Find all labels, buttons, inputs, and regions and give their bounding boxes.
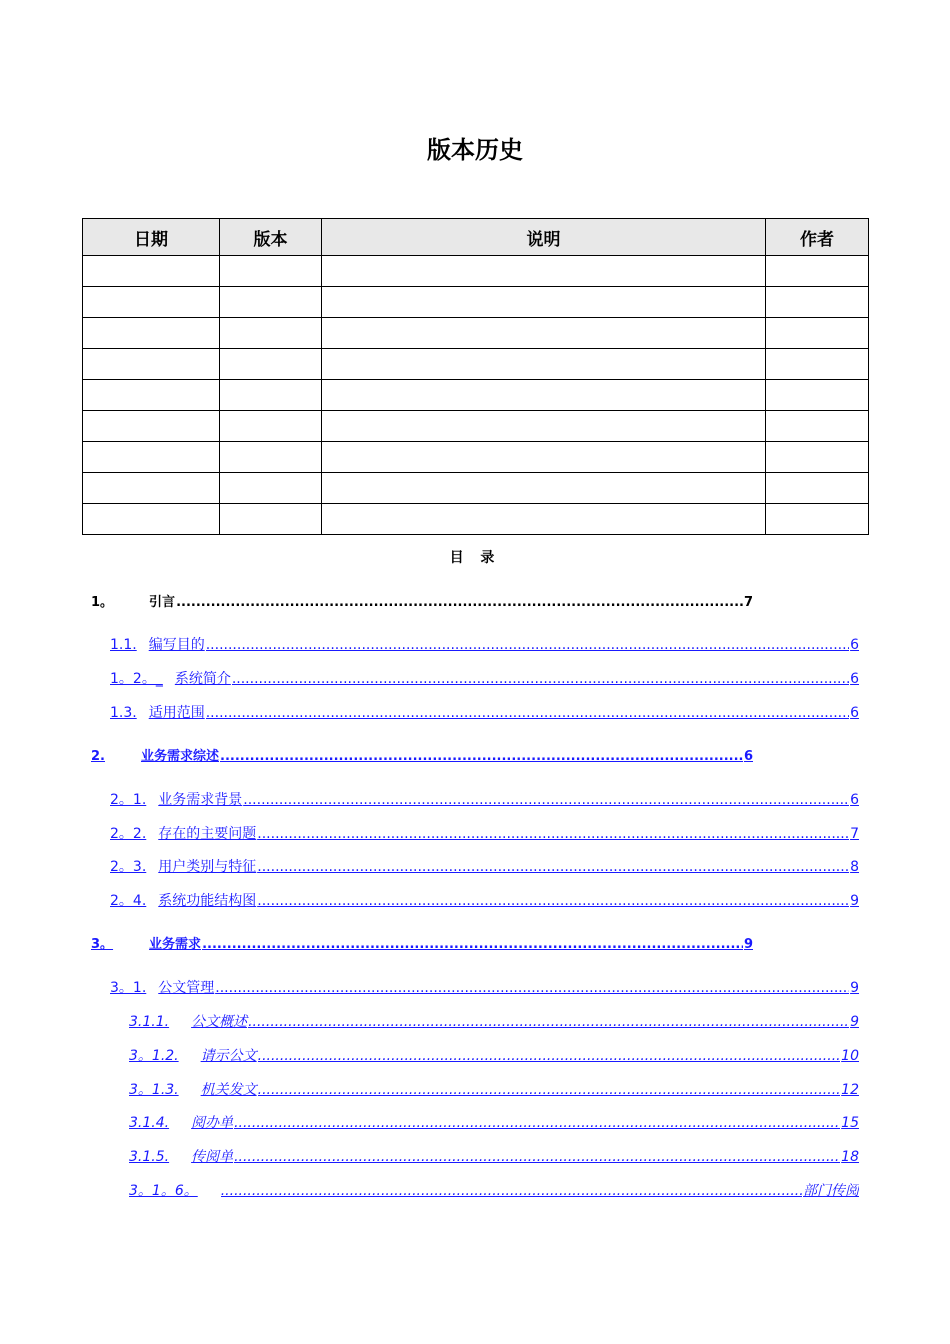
toc-entry-page: 9 <box>850 893 859 909</box>
table-cell <box>220 411 322 442</box>
toc-entry[interactable] <box>129 1146 859 1166</box>
table-row <box>83 380 869 411</box>
toc-entry-number: 2. <box>91 749 105 764</box>
toc-entry[interactable] <box>129 1180 859 1200</box>
toc-entry-number: 1。2。_ <box>110 671 163 687</box>
table-cell <box>322 380 766 411</box>
table-cell <box>220 380 322 411</box>
toc-entry-label: 编写目的 <box>148 637 205 653</box>
toc-entry-leader <box>202 937 743 952</box>
table-cell <box>220 504 322 535</box>
table-cell <box>322 287 766 318</box>
toc-entry-number: 3。1。6。 <box>129 1183 198 1199</box>
toc-entry-leader <box>234 1149 840 1165</box>
toc-entry-leader <box>257 826 849 842</box>
toc-entry[interactable] <box>110 823 859 843</box>
toc-entry-page: 6 <box>850 792 859 808</box>
toc-entry[interactable] <box>129 1112 859 1132</box>
toc-entry-label: 业务需求 <box>149 937 202 952</box>
toc-entry-leader <box>232 671 849 687</box>
table-row <box>83 504 869 535</box>
toc-entry-page: 8 <box>850 859 859 875</box>
table-cell <box>220 473 322 504</box>
toc-entry-label: 引言 <box>149 595 176 610</box>
toc-entry-number: 2。4. <box>110 893 147 909</box>
toc-entry[interactable] <box>129 1045 859 1065</box>
table-row <box>83 318 869 349</box>
toc-title: 目 录 <box>449 550 501 566</box>
table-row <box>83 411 869 442</box>
table-cell <box>766 442 869 473</box>
toc-entry-leader <box>215 980 849 996</box>
toc-entry-leader <box>206 637 849 653</box>
toc-entry[interactable] <box>129 1079 859 1099</box>
toc-entry-page: 18 <box>841 1149 859 1165</box>
table-cell <box>220 442 322 473</box>
table-body <box>83 256 869 535</box>
toc-entry[interactable] <box>110 856 859 876</box>
toc-entry-label: 业务需求综述 <box>140 749 219 764</box>
toc-entry-leader <box>220 749 743 764</box>
table-cell <box>322 256 766 287</box>
toc-entry[interactable] <box>91 745 753 764</box>
toc-entry-page: 6 <box>850 671 859 687</box>
table-cell <box>766 504 869 535</box>
table-cell <box>766 473 869 504</box>
toc-entry-number: 3.1.5. <box>129 1149 170 1165</box>
table-cell <box>83 411 220 442</box>
toc-entry[interactable] <box>110 702 859 722</box>
table-row <box>83 287 869 318</box>
toc-entry-page: 10 <box>841 1048 859 1064</box>
toc-entry-leader <box>257 859 849 875</box>
table-cell <box>322 411 766 442</box>
toc-entry-label: 业务需求背景 <box>158 792 243 808</box>
toc-entry[interactable] <box>110 789 859 809</box>
toc-entry-label: 公文概述 <box>191 1014 248 1030</box>
toc-entry-page: 15 <box>841 1115 859 1131</box>
toc-entry-number: 2。2. <box>110 826 147 842</box>
toc-entry-number: 1.1. <box>110 637 137 653</box>
page-title: 版本历史 <box>427 135 523 164</box>
toc-entry-page: 6 <box>850 637 859 653</box>
table-cell <box>220 287 322 318</box>
toc-entry-page: 12 <box>841 1082 859 1098</box>
toc-entry[interactable] <box>110 890 859 910</box>
header-author: 作者 <box>766 219 869 256</box>
toc-entry-number: 3.1.4. <box>129 1115 170 1131</box>
toc-entry-label: 阅办单 <box>191 1115 234 1131</box>
toc-entry-number: 3.1.1. <box>129 1014 170 1030</box>
toc-entry[interactable] <box>91 933 753 952</box>
toc-entry[interactable] <box>110 977 859 997</box>
table-cell <box>83 504 220 535</box>
toc-entry-number: 2。1. <box>110 792 147 808</box>
toc-entry-number: 3。1.2. <box>129 1048 179 1064</box>
toc-entry-label: 系统简介 <box>174 671 231 687</box>
toc-entry-page: 7 <box>850 826 859 842</box>
table-cell <box>83 349 220 380</box>
toc-entry-label: 适用范围 <box>148 705 205 721</box>
toc-entry <box>91 591 753 610</box>
table-cell <box>220 349 322 380</box>
table-cell <box>83 287 220 318</box>
table-cell <box>766 349 869 380</box>
toc-entry-page: 6 <box>743 749 753 764</box>
toc-entry-page: 7 <box>743 595 753 610</box>
toc-entry-number: 3。 <box>91 937 114 952</box>
table-cell <box>83 318 220 349</box>
toc-entry-leader <box>234 1115 840 1131</box>
toc-entry-leader <box>206 705 849 721</box>
toc-entry-number: 3。1. <box>110 980 147 996</box>
toc-entry[interactable] <box>110 634 859 654</box>
table-row <box>83 256 869 287</box>
version-history-table <box>82 218 869 535</box>
table-cell <box>83 380 220 411</box>
table-cell <box>322 318 766 349</box>
toc-entry-page: 6 <box>850 705 859 721</box>
table-cell <box>322 442 766 473</box>
toc-entry-page: 9 <box>850 980 859 996</box>
table-cell <box>83 256 220 287</box>
toc-entry-label: 存在的主要问题 <box>158 826 257 842</box>
table-row <box>83 473 869 504</box>
header-version: 版本 <box>220 219 322 256</box>
table-cell <box>766 411 869 442</box>
toc-entry-leader <box>258 1082 841 1098</box>
table-cell <box>766 287 869 318</box>
table-cell <box>322 504 766 535</box>
toc-entry-page: 9 <box>850 1014 859 1030</box>
table-cell <box>83 442 220 473</box>
toc-entry-number: 2。3. <box>110 859 147 875</box>
table-row <box>83 442 869 473</box>
table-cell <box>83 473 220 504</box>
toc-entry-leader <box>248 1014 849 1030</box>
toc-entry-leader <box>176 595 743 610</box>
toc-entry-label: 系统功能结构图 <box>158 893 257 909</box>
header-date: 日期 <box>83 219 220 256</box>
toc-entry-leader <box>258 1048 841 1064</box>
toc-entry-leader <box>257 893 849 909</box>
table-cell <box>220 256 322 287</box>
toc-entry-label: 机关发文 <box>200 1082 257 1098</box>
table-cell <box>766 256 869 287</box>
toc-entry-page: 9 <box>743 937 753 952</box>
toc-entry-label: 传阅单 <box>191 1149 234 1165</box>
table-cell <box>322 473 766 504</box>
table-cell <box>322 349 766 380</box>
table-cell <box>766 318 869 349</box>
toc-entry-number: 1.3. <box>110 705 137 721</box>
table-cell <box>220 318 322 349</box>
toc-entry-page: 部门传阅 <box>803 1183 859 1199</box>
toc-entry-label: 用户类别与特征 <box>158 859 257 875</box>
toc-entry[interactable] <box>110 668 859 688</box>
toc-entry-label: 公文管理 <box>158 980 215 996</box>
toc-entry-label: 请示公文 <box>200 1048 257 1064</box>
toc-entry-number: 3。1.3. <box>129 1082 179 1098</box>
toc-entry[interactable] <box>129 1011 859 1031</box>
toc-entry-leader <box>221 1183 802 1199</box>
header-description: 说明 <box>322 219 766 256</box>
table-cell <box>766 380 869 411</box>
toc-entry-number: 1。 <box>91 595 114 610</box>
toc-entry-leader <box>243 792 849 808</box>
table-header-row <box>83 219 869 256</box>
table-row <box>83 349 869 380</box>
